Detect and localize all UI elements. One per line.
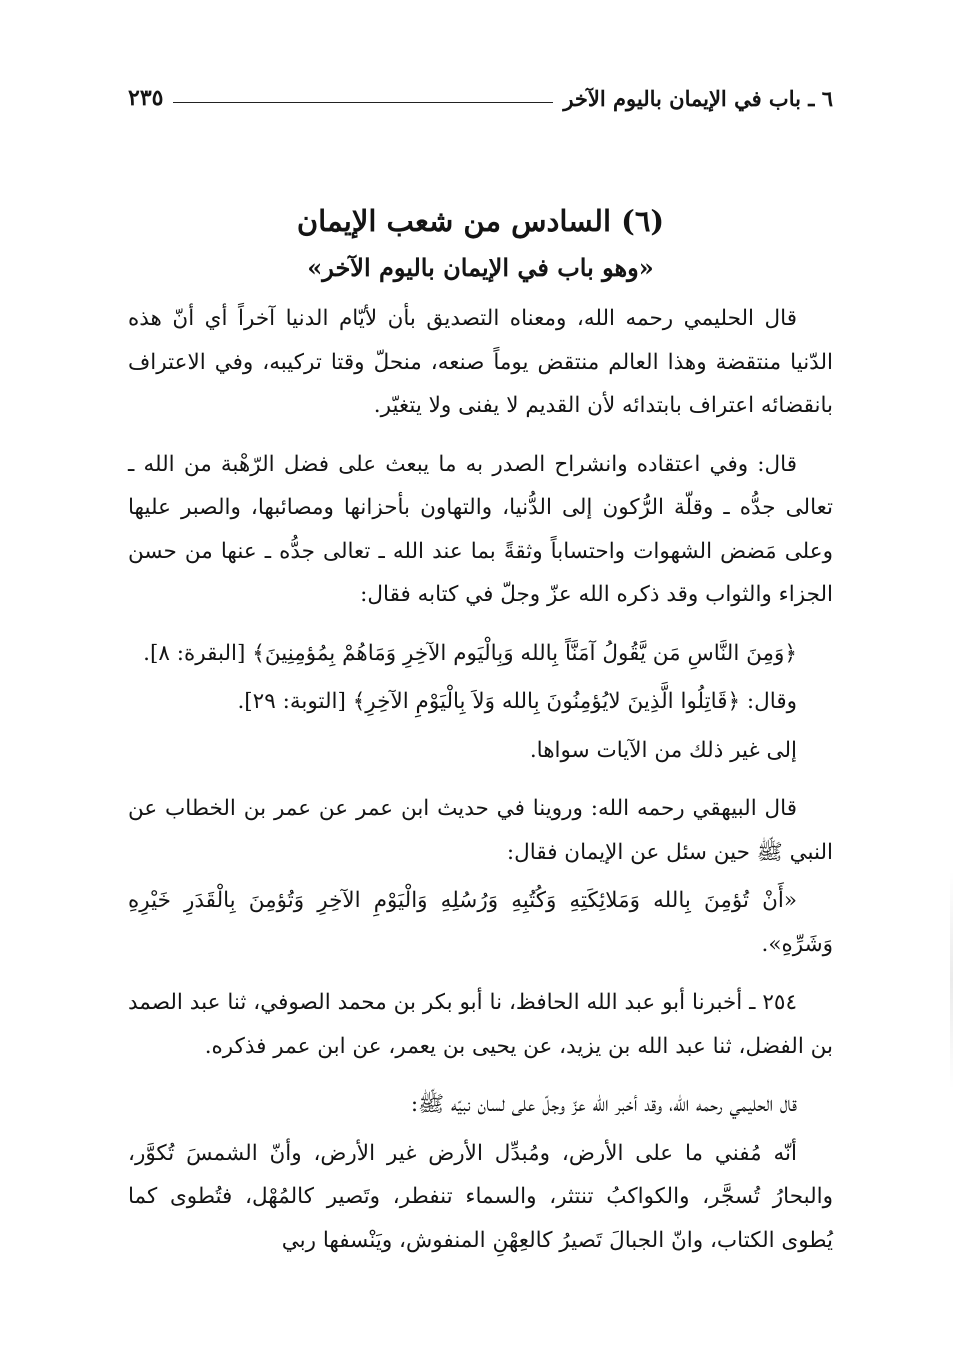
paragraph-halimi-report: قال الحليمي رحمه الله، وقد أخبر الله عزّ وجلّ على لسان نبيّه ﷺ: <box>410 1092 797 1117</box>
running-header-title: ٦ ـ باب في الإيمان باليوم الآخر <box>563 85 833 111</box>
chapter-title: (٦) السادس من شعب الإيمان <box>296 204 665 238</box>
quran-verse-tawba: وقال: ﴿قَاتِلُوا الَّذِينَ لايُؤمِنُونَ بِالله وَلاَ بِالْيَوْمِ الآخِرِ﴾ [التوبة: ٢٩]. <box>237 689 797 714</box>
page-number: ٢٣٥ <box>128 85 164 111</box>
hadith-text: «أَنْ تُؤمِنَ بِالله وَمَلائِكَتِهِ وَكُتُبِهِ وَرُسُلِهِ وَالْيَوْمِ الآخِرِ وَتُؤمِنَ بِالْقَدَرِ خَيْرِهِ وَشَرِّهِ». <box>128 888 833 957</box>
hadith-254-isnad: ٢٥٤ ـ أخبرنا أبو عبد الله الحافظ، نا أبو بكر بن محمد الصوفي، ثنا عبد الصمد بن الفضل، ثنا عبد الله بن يزيد، عن يحيى بن يعمر، عن ابن عمر فذكره. <box>128 990 833 1059</box>
paragraph-halimi-benefits: قال: وفي اعتقاده وانشراح الصدر به ما يبعث على فضل الرّهْبة من الله ـ تعالى جدُّه ـ وقلّة الرُّكون إلى الدُّنيا، والتهاون بأحزانها ومصائبها، والصبر عليها وعلى مَضض الشهوات واحتساباً وثقةً بما عند الله ـ تعالى جدُّه ـ عنها من حسن الجزاء والثواب وقد ذكره الله عزّ وجلّ في كتابه فقال: <box>128 451 833 607</box>
paragraph-other-verses: إلى غير ذلك من الآيات سواها. <box>529 737 797 763</box>
paragraph-bayhaqi: قال البيهقي رحمه الله: وروينا في حديث ابن عمر عن عمر بن الخطاب عن النبي ﷺ حين سئل عن الإيمان فقال: <box>128 796 833 865</box>
chapter-heading <box>128 196 833 290</box>
header-rule <box>173 102 553 103</box>
chapter-subtitle: «وهو باب في الإيمان باليوم الآخر» <box>307 253 654 282</box>
paragraph-halimi-intro: قال الحليمي رحمه الله، ومعناه التصديق بأن لأيّام الدنيا آخراً أي أنّ هذه الدّنيا منتقضة وهذا العالم منتقض يوماً صنعه، منحلّ وقتا تركيبه، وفي الاعتراف بانقضائه اعتراف بابتدائه لأن القديم لا يفنى ولا يتغيّر. <box>128 306 833 418</box>
quran-verse-baqara: ﴿وَمِنَ النَّاسِ مَن يَّقُولُ آمَنَّاً بِالله وَبِالْيَوم الآخِرِ وَمَاهُمْ بِمُؤمِنِينَ﴾ [البقرة: ٨]. <box>143 640 797 666</box>
paragraph-end-times: أنّه مُفني ما على الأرض، ومُبدِّل الأرض غير الأرض، وأنّ الشمسَ تُكوَّر، والبحارُ تُسجَّر، والكواكبُ تنتثر، والسماء تنفطر، وتَصير كالمُهْل، فتُطوى كما يُطوى الكتاب، وانّ الجبالَ تَصيرُ كالعِهْنِ المنفوش، ويَنْسفها ربي <box>128 1140 833 1253</box>
body-text <box>128 297 833 1262</box>
running-header <box>128 80 833 116</box>
